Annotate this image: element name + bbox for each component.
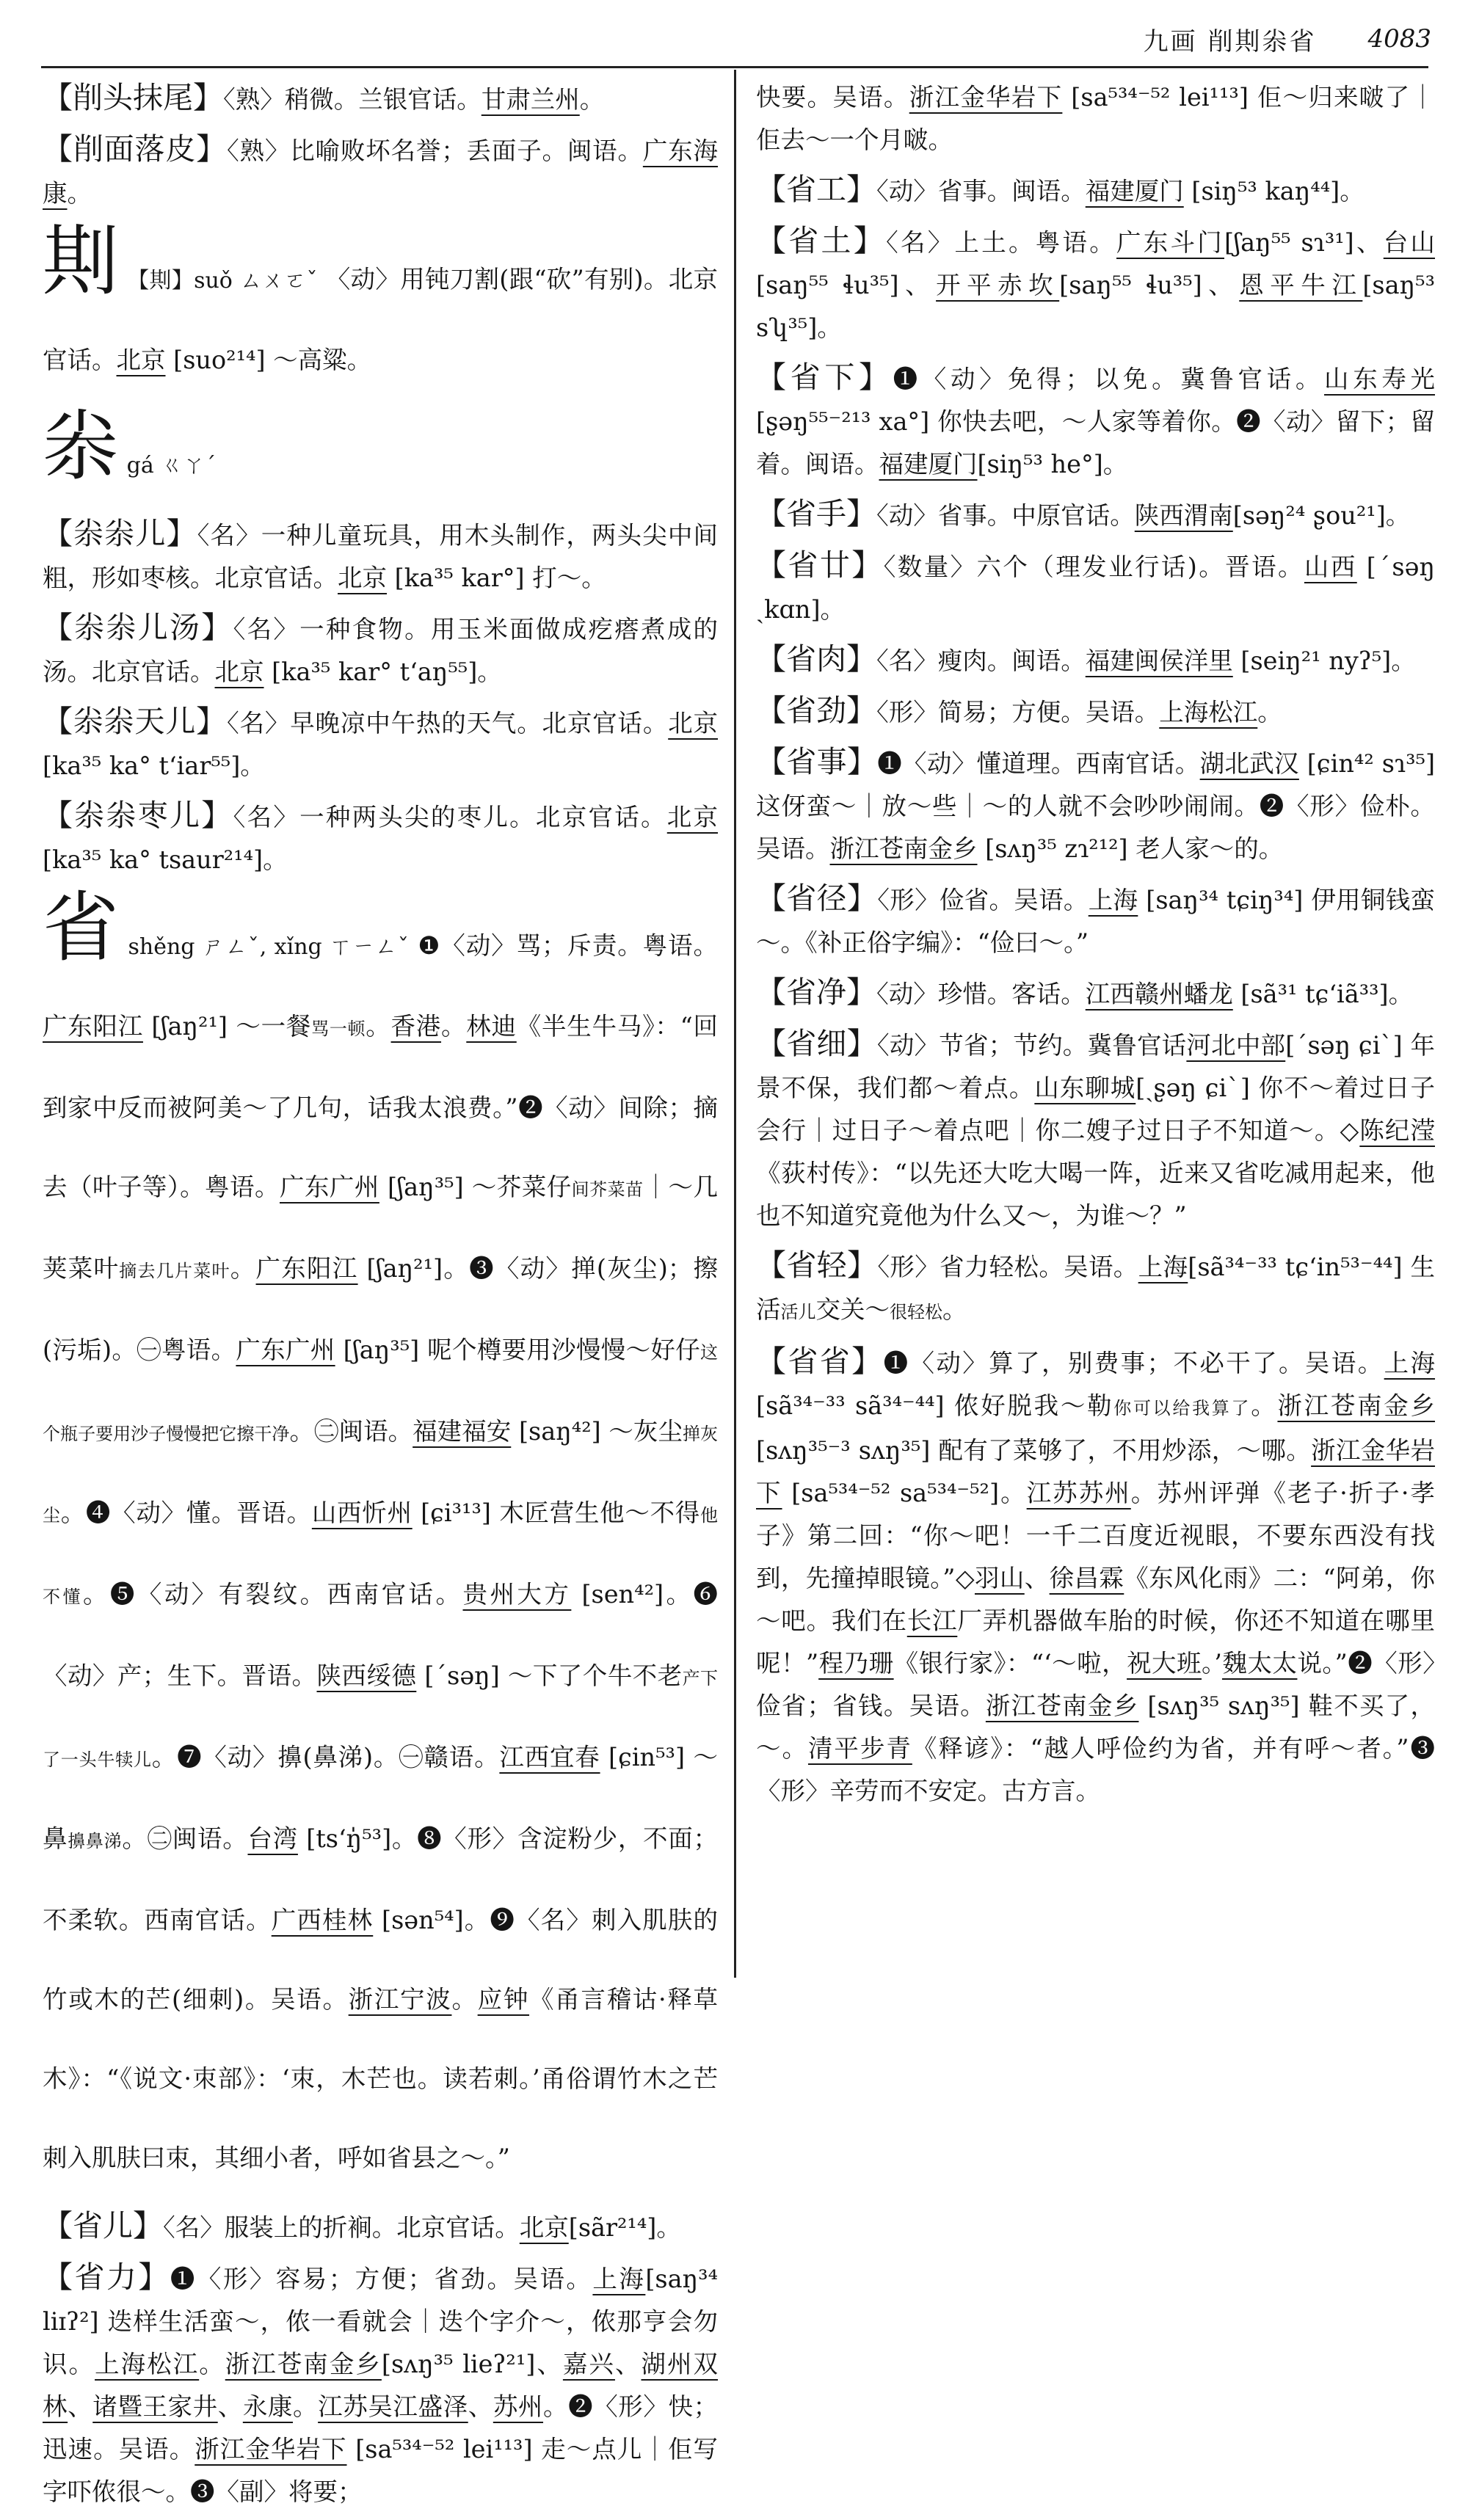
left-column: [43, 76, 718, 2520]
definition-text: [saŋ⁵⁵ ɬu³⁵]、: [1059, 271, 1240, 299]
place-name: 上海松江: [95, 2350, 200, 2378]
dictionary-entry: [43, 700, 718, 787]
dictionary-entry: [756, 76, 1435, 161]
definition-text: [suo²¹⁴] ～高粱。: [165, 346, 372, 374]
place-name: 浙江苍南金乡: [985, 1691, 1139, 1720]
gloss-note: 擤鼻涕: [68, 1831, 123, 1851]
place-name: 徐昌霖: [1049, 1564, 1124, 1592]
dictionary-entry: [756, 1022, 1435, 1237]
definition-text: 〈动〉省事。中原官话。: [876, 501, 1135, 530]
definition-text: 。❹〈动〉懂。晋语。: [60, 1498, 312, 1527]
page-header: [0, 13, 1431, 65]
place-name: 苏州: [493, 2392, 544, 2421]
gloss-note: 你可以给我算了: [1113, 1398, 1251, 1419]
definition-text: 。: [67, 179, 92, 208]
definition-text: [ʃaŋ²¹] ～一餐: [142, 1012, 312, 1041]
definition-text: [sʌŋ³⁵ zɿ²¹²] 老人家～的。: [977, 834, 1284, 863]
definition-text: [sã³⁴⁻³³ sã³⁴⁻⁴⁴] 侬好脱我～勒: [756, 1391, 1114, 1420]
pinyin-reading: gá ㄍㄚˊ: [126, 453, 217, 478]
definition-text: 、: [614, 2350, 642, 2378]
entry-headword: 【省劲】: [756, 693, 876, 728]
definition-text: [ɕin⁵³] ～鼻: [43, 1743, 719, 1853]
entry-headword: 【省工】: [756, 172, 876, 207]
header-rule: [41, 66, 1428, 68]
place-name: 广东阳江: [255, 1254, 358, 1283]
definition-text: [sʌŋ³⁵ sʌŋ³⁵] 鞋不买了，～。: [756, 1691, 1436, 1763]
entry-headword: 【省径】: [756, 881, 878, 916]
place-name: 上海: [1138, 1253, 1188, 1281]
pinyin-reading: 【剘】suǒ ㄙㄨㄛˇ: [127, 268, 318, 294]
place-name: 恩平牛江: [1239, 271, 1363, 299]
dictionary-entry: [756, 492, 1435, 537]
definition-text: [ɕin⁴² sɿ³⁵] 这伢蛮～｜放～些｜～的人就不会吵吵闹闹。❷〈形〉俭朴。吴语。: [756, 749, 1436, 863]
place-name: 浙江金华岩下: [909, 83, 1063, 112]
entry-headword: 【尜尜儿】: [43, 516, 197, 551]
place-name: 上海松江: [1159, 698, 1258, 726]
definition-text: 《甬言稽诂·释草木》：“《说文·朿部》：‘朿，木芒也。读若刺。’甬俗谓竹木之芒刺入肌肤曰朿，其细小者，呼如省县之～。”: [43, 1985, 719, 2172]
dictionary-entry: [43, 512, 718, 600]
definition-text: [sa⁵³⁴⁻⁵² lei¹¹³] 走～点儿｜佢写字吓侬很～。❸〈副〉将要；: [43, 2435, 718, 2506]
head-character: 尜: [43, 401, 120, 491]
definition-text: [ʃaŋ²¹]。❸〈动〉掸(灰尘)；擦(污垢)。㊀粤语。: [43, 1254, 719, 1364]
place-name: 香港: [390, 1012, 442, 1041]
definition-text: [saŋ⁵³ sʮ³⁵]。: [756, 271, 1436, 342]
definition-text: [ʃaŋ⁵⁵ sɿ³¹]、: [1224, 228, 1384, 257]
dictionary-entry: [43, 794, 718, 881]
place-name: 福建闽侯洋里: [1085, 647, 1233, 675]
definition-text: 。❺〈动〉有裂纹。西南官话。: [82, 1580, 463, 1609]
column-divider: [734, 70, 736, 1978]
place-name: 广东斗门: [1116, 228, 1224, 257]
place-name: 上海: [592, 2265, 646, 2293]
definition-text: 。苏州评弹《老子·折子·孝子》第二回：“你～吧！一千二百度近视眼，不要东西没有找到，先撞掉眼镜。”◇: [756, 1479, 1436, 1592]
place-name: 山东聊城: [1034, 1074, 1136, 1102]
head-character: 剘: [43, 216, 120, 306]
place-name: 河北中部: [1186, 1031, 1286, 1060]
gloss-note: 掸灰尘: [43, 1424, 719, 1526]
dictionary-entry: [43, 2256, 718, 2513]
definition-text: [siŋ⁵³ kaŋ⁴⁴]。: [1183, 177, 1365, 205]
definition-text: 〈名〉一种食物。用玉米面做成疙瘩煮成的汤。北京官话。: [43, 615, 718, 686]
definition-text: 《银行家》：“‘～啦，: [893, 1649, 1127, 1678]
place-name: 福建厦门: [879, 450, 978, 478]
dictionary-entry: [756, 877, 1435, 964]
entry-headword: 【省轻】: [756, 1248, 878, 1283]
gloss-note: 摘去几片菜叶: [119, 1261, 230, 1281]
definition-text: 。: [942, 1295, 967, 1324]
place-name: 祝大班: [1127, 1649, 1202, 1678]
definition-text: ❶〈形〉容易；方便；省劲。吴语。: [170, 2265, 593, 2293]
dictionary-entry: [756, 740, 1435, 870]
definition-text: 〈名〉瘦肉。闽语。: [876, 647, 1086, 675]
dictionary-entry: [756, 544, 1435, 631]
definition-text: [sa⁵³⁴⁻⁵² lei¹¹³] 佢～归来啵了｜佢去～一个月啵。: [756, 83, 1436, 154]
definition-text: [ˊsəŋ] ～下了个牛不老: [416, 1661, 683, 1690]
definition-text: ❶〈动〉骂；斥责。粤语。: [418, 931, 718, 960]
definition-text: 。: [451, 1985, 478, 2014]
section-title: 九画 削剘尜省: [1143, 26, 1317, 57]
place-name: 湖州双林: [43, 2350, 719, 2421]
definition-text: [sãr²¹⁴]。: [568, 2213, 681, 2242]
place-name: 台山: [1383, 228, 1436, 257]
definition-text: [sã³¹ tɕʻiã³³]。: [1232, 980, 1414, 1008]
definition-text: 。㊁闽语。: [122, 1824, 248, 1853]
definition-text: [sen⁴²]。❻〈动〉产；生下。晋语。: [43, 1580, 719, 1690]
entry-headword: 【尜尜儿汤】: [43, 610, 233, 645]
definition-text: [saŋ³⁴ liɪʔ²] 迭样生活蛮～，侬一看就会｜迭个字介～，侬那亨会勿识。: [43, 2265, 719, 2378]
definition-text: 〈形〉俭省。吴语。: [877, 886, 1089, 914]
definition-text: 〈名〉早晚凉中午热的天气。北京官话。: [226, 709, 669, 738]
place-name: 开平赤坎: [936, 271, 1060, 299]
place-name: 江苏苏州: [1026, 1479, 1131, 1507]
place-name: 台湾: [247, 1824, 298, 1853]
definition-text: [səŋ²⁴ ʂou²¹]。: [1232, 501, 1411, 530]
definition-text: 。㊁闽语。: [289, 1417, 413, 1446]
dictionary-entry: [756, 219, 1435, 349]
place-name: 诸暨王家井: [92, 2392, 218, 2421]
definition-text: [sa⁵³⁴⁻⁵² sa⁵³⁴⁻⁵²]。: [782, 1479, 1027, 1507]
character-entry: [43, 216, 718, 400]
place-name: 北京: [668, 709, 719, 738]
place-name: 林迪: [466, 1012, 517, 1041]
place-name: 湖北武汉: [1199, 749, 1299, 778]
place-name: 北京: [519, 2213, 569, 2242]
definition-text: 〈动〉节省；节约。冀鲁官话: [876, 1031, 1187, 1060]
entry-headword: 【省净】: [756, 975, 876, 1010]
entry-headword: 【尜尜枣儿】: [43, 798, 233, 833]
definition-text: [ˊsəŋ ˏkɑn]。: [756, 553, 1436, 624]
entry-headword: 【削头抹尾】: [43, 80, 223, 115]
entry-headword: 【削面落皮】: [43, 131, 227, 167]
page-number: 4083: [1367, 24, 1431, 54]
place-name: 上海: [1384, 1349, 1436, 1377]
definition-text: 。: [199, 2350, 225, 2378]
place-name: 陕西渭南: [1134, 501, 1233, 530]
definition-text: 〈名〉上土。粤语。: [886, 228, 1116, 257]
dictionary-entry: [756, 689, 1435, 734]
definition-text: [saŋ³⁴ tɕiŋ³⁴] 伊用铜钱蛮～。《补正俗字编》：“俭曰～。”: [756, 886, 1436, 957]
definition-text: [ɕi³¹³] 木匠营生他～不得: [412, 1498, 701, 1527]
definition-text: [ʃaŋ³⁵] ～芥菜仔: [379, 1173, 572, 1201]
definition-text: 〈熟〉稍微。兰银官话。: [223, 85, 482, 114]
dictionary-entry: [756, 1244, 1435, 1333]
definition-text: 〈名〉一种儿童玩具，用木头制作，两头尖中间粗，形如枣核。北京官话。: [43, 521, 719, 592]
place-name: 广东海康: [43, 136, 719, 208]
place-name: 浙江苍南金乡: [1277, 1391, 1436, 1420]
dictionary-entry: [43, 2204, 718, 2249]
definition-text: 说。”❷〈形〉俭省；省钱。吴语。: [756, 1649, 1436, 1720]
entry-headword: 【省下】: [756, 360, 893, 395]
definition-text: [ˊsəŋ ɕiˋ] 年景不保，我们都～着点。: [756, 1031, 1436, 1102]
definition-text: 交关～: [815, 1295, 890, 1324]
entry-headword: 【省细】: [756, 1026, 877, 1061]
definition-text: [ʃaŋ³⁵] 呢个樽要用沙慢慢～好仔: [335, 1336, 701, 1364]
definition-text: 《东风化雨》二：“阿弟，你～吧。我们在: [756, 1564, 1436, 1635]
character-entry: [43, 883, 719, 2198]
gloss-note: 骂一顿: [311, 1019, 366, 1039]
place-name: 嘉兴: [562, 2350, 615, 2378]
right-column: [756, 76, 1435, 1819]
definition-text: 、: [68, 2392, 93, 2421]
dictionary-entry: [43, 76, 718, 121]
definition-text: [sã³⁴⁻³³ tɕʻin⁵³⁻⁴⁴] 生活: [756, 1253, 1436, 1324]
definition-text: [sən⁵⁴]。❾〈名〉刺入肌肤的竹或木的芒(细刺)。吴语。: [43, 1906, 718, 2014]
place-name: 甘肃兰州: [481, 85, 580, 114]
place-name: 浙江宁波: [348, 1985, 452, 2014]
definition-text: ❶〈动〉懂道理。西南官话。: [877, 749, 1200, 778]
gloss-note: 间芥菜苗: [571, 1179, 644, 1200]
place-name: 山西: [1304, 553, 1357, 581]
definition-text: [ka³⁵ ka° tsaur²¹⁴]。: [43, 845, 288, 874]
place-name: 贵州大方: [462, 1580, 572, 1609]
place-name: 江西宜春: [499, 1743, 600, 1771]
definition-text: 。: [1251, 1391, 1278, 1420]
definition-text: 〈动〉省事。闽语。: [876, 177, 1086, 205]
definition-text: [seiŋ²¹ nyʔ⁵]。: [1232, 647, 1416, 675]
head-character: 省: [43, 883, 120, 972]
definition-text: 〈名〉服装上的折裥。北京官话。: [163, 2213, 520, 2242]
place-name: 陕西绥德: [316, 1661, 417, 1690]
definition-text: 〈形〉简易；方便。吴语。: [876, 698, 1160, 726]
place-name: 浙江苍南金乡: [225, 2350, 382, 2378]
place-name: 江苏吴江盛泽: [318, 2392, 468, 2421]
definition-text: [siŋ⁵³ he°]。: [977, 450, 1128, 478]
definition-text: ❶〈动〉算了，别费事；不必干了。吴语。: [883, 1349, 1384, 1377]
definition-text: 〈名〉一种两头尖的枣儿。北京官话。: [233, 803, 667, 831]
definition-text: 。❷〈形〉快；迅速。吴语。: [43, 2392, 719, 2463]
definition-text: 、: [1024, 1564, 1050, 1592]
place-name: 广东广州: [279, 1173, 379, 1201]
gloss-note: 这个瓶子要用沙子慢慢把它擦干净: [43, 1342, 719, 1444]
definition-text: 《荻村传》：“以先还大吃大喝一阵，近来又省吃减用起来，他也不知道究竟他为什么又～，为谁～？”: [756, 1159, 1435, 1230]
definition-text: [ka³⁵ ka° tʻiar⁵⁵]。: [43, 751, 265, 780]
entry-headword: 【省省】: [756, 1344, 884, 1379]
definition-text: 厂弄机器做车胎的时候，你还不知道在哪里呢！”: [756, 1606, 1436, 1678]
definition-text: 〈数量〉六个（理发业行话)。晋语。: [883, 553, 1304, 581]
place-name: 浙江金华岩下: [195, 2435, 347, 2463]
definition-text: 。: [441, 1012, 467, 1041]
gloss-note: 产下了一头牛犊儿: [43, 1668, 719, 1770]
place-name: 永康: [242, 2392, 294, 2421]
place-name: 程乃珊: [818, 1649, 894, 1678]
definition-text: 〈动〉用钝刀割(跟“砍”有别)。北京官话。: [43, 265, 718, 374]
entry-headword: 【尜尜天儿】: [43, 704, 227, 739]
definition-text: [ˏʂəŋ ɕiˋ] 你不～着过日子会行｜过日子～着点吧｜你二嫂子过日子不知道～。◇: [756, 1074, 1436, 1145]
place-name: 北京: [116, 346, 166, 374]
definition-text: [saŋ⁵⁵ ɬu³⁵]、: [756, 271, 937, 299]
place-name: 广东广州: [236, 1336, 335, 1364]
definition-text: 〈动〉珍惜。客话。: [876, 980, 1086, 1008]
dictionary-entry: [43, 606, 718, 693]
definition-text: 。: [579, 85, 605, 114]
place-name: 魏太太: [1221, 1649, 1298, 1678]
place-name: 浙江苍南金乡: [829, 834, 978, 863]
definition-text: 《半生牛马》：“回到家中反而被阿美～了几句，话我太浪费。”❷〈动〉间除；摘去（叶子等）。粤语。: [43, 1012, 719, 1201]
place-name: 北京: [214, 658, 264, 686]
pinyin-reading: shěng ㄕㄥˇ, xǐng ㄒㄧㄥˇ: [128, 934, 410, 960]
place-name: 山东寿光: [1324, 365, 1436, 393]
place-name: 应钟: [477, 1985, 530, 2014]
place-name: 陈纪滢: [1359, 1116, 1435, 1145]
character-entry: [43, 401, 718, 506]
entry-headword: 【省廿】: [756, 547, 884, 583]
definition-text: 。❼〈动〉擤(鼻涕)。㊀赣语。: [151, 1743, 500, 1771]
definition-text: 、: [468, 2392, 493, 2421]
definition-text: 。: [230, 1254, 256, 1283]
place-name: 山西忻州: [311, 1498, 413, 1527]
place-name: 上海: [1088, 886, 1138, 914]
place-name: 北京: [666, 803, 719, 831]
dictionary-entry: [756, 168, 1435, 213]
definition-text: [sʌŋ³⁵ lieʔ²¹]、: [381, 2350, 563, 2378]
definition-text: 〈形〉省力轻松。吴语。: [877, 1253, 1138, 1281]
definition-text: [tsʻŋ̍⁵³]。❽〈形〉含淀粉少，不面；不柔软。西南官话。: [43, 1824, 718, 1934]
place-name: 浙江金华岩下: [756, 1436, 1436, 1507]
definition-text: 。: [366, 1012, 391, 1041]
dictionary-entry: [756, 971, 1435, 1016]
entry-headword: 【省土】: [756, 223, 886, 258]
definition-text: 《释谚》：“越人呼俭约为省，并有呼～者。”❸〈形〉辛劳而不安定。古方言。: [756, 1734, 1435, 1805]
place-name: 福建厦门: [1085, 177, 1184, 205]
place-name: 清平步青: [807, 1734, 912, 1763]
definition-text: ❶〈动〉免得；以免。冀鲁官话。: [893, 365, 1325, 393]
definition-text: ｜～几荚菜叶: [43, 1173, 719, 1283]
definition-text: [ka³⁵ kar° tʻaŋ⁵⁵]。: [264, 658, 502, 686]
place-name: 北京: [338, 564, 387, 592]
place-name: 广东阳江: [43, 1012, 143, 1041]
entry-headword: 【省儿】: [43, 2208, 163, 2243]
definition-text: 〈熟〉比喻败坏名誉；丢面子。闽语。: [226, 136, 643, 165]
definition-text: [saŋ⁴²] ～灰尘: [511, 1417, 683, 1446]
place-name: 广西桂林: [271, 1906, 374, 1934]
place-name: 羽山: [974, 1564, 1025, 1592]
definition-text: [ka³⁵ kar°] 打～。: [387, 564, 606, 592]
dictionary-entry: [756, 1340, 1435, 1813]
definition-text: 、: [217, 2392, 243, 2421]
definition-text: 。’: [1202, 1649, 1222, 1678]
dictionary-entry: [43, 128, 718, 215]
entry-headword: 【省手】: [756, 496, 876, 531]
entry-headword: 【省事】: [756, 744, 878, 779]
entry-headword: 【省力】: [43, 2259, 170, 2295]
gloss-note: 他不懂: [43, 1505, 719, 1607]
gloss-note: 活儿: [780, 1302, 816, 1322]
place-name: 江西赣州蟠龙: [1085, 980, 1233, 1008]
place-name: 福建福安: [413, 1417, 512, 1446]
definition-text: 快要。吴语。: [756, 83, 909, 112]
definition-text: 。: [1257, 698, 1282, 726]
definition-text: [sʌŋ³⁵⁻³ sʌŋ³⁵] 配有了菜够了，不用炒添，～哪。: [756, 1436, 1312, 1465]
definition-text: [ʂəŋ⁵⁵⁻²¹³ xa°] 你快去吧，～人家等着你。❷〈动〉留下；留着。闽语。: [756, 407, 1435, 478]
dictionary-entry: [756, 638, 1435, 682]
place-name: 长江: [906, 1606, 958, 1635]
gloss-note: 很轻松: [890, 1302, 942, 1322]
definition-text: 。: [293, 2392, 319, 2421]
dictionary-entry: [756, 356, 1435, 486]
entry-headword: 【省肉】: [756, 641, 876, 677]
